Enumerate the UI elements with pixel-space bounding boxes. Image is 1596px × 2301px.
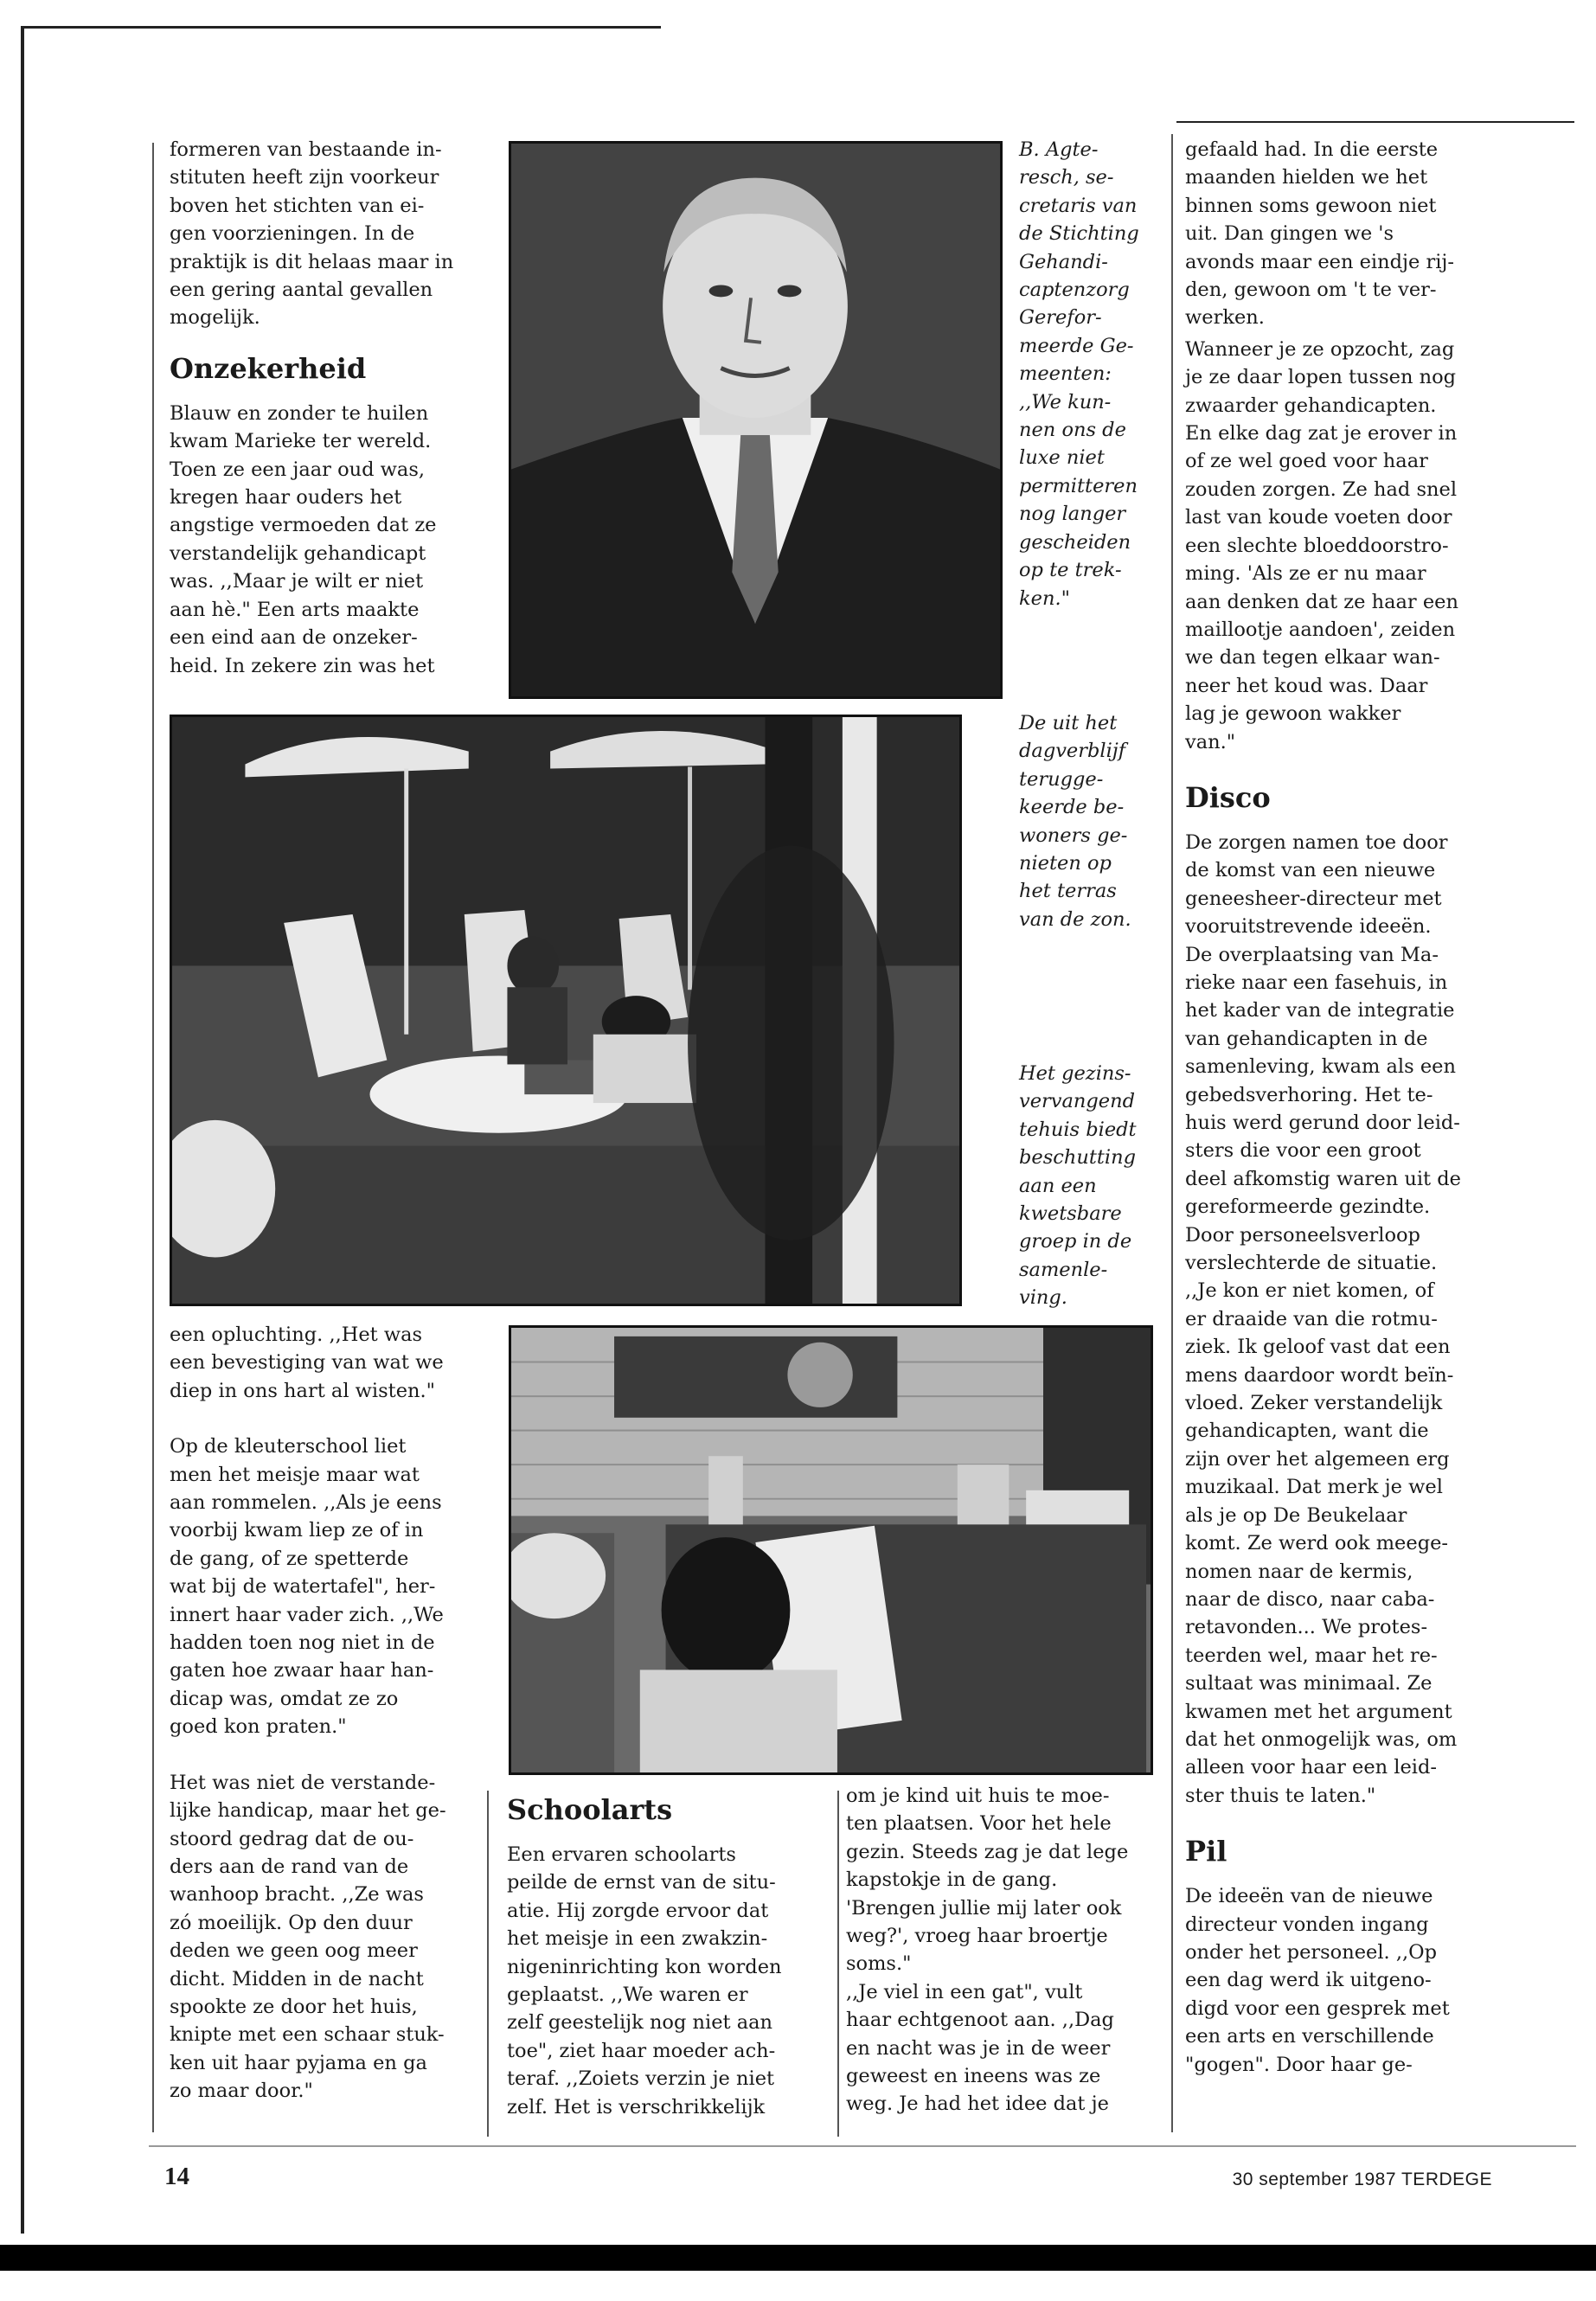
- paragraph-opzocht: Wanneer je ze opzocht, zag je ze daar lopen tussen nog zwaarder gehandicapten. En elke dag zat je erover in of ze wel goed voor haar zouden zorgen. Ze had snel last van koude voeten door een slechte bloeddoorstro- ming. 'Als ze er nu maar aan denken dat ze haar een maillootje aandoen', zeiden we dan tegen elkaar wan- neer het koud was. Daar lag je gewoon wakker van.": [1185, 337, 1458, 753]
- heading-onzekerheid: Onzekerheid: [170, 351, 367, 385]
- paragraph-gefaald: gefaald had. In die eerste maanden hielden we het binnen soms gewoon niet uit. Dan gingen we 's avonds maar een eindje rij- den, gewoon om 't te ver- werken.: [1185, 138, 1454, 330]
- paragraph-disco: De zorgen namen toe door de komst van een nieuwe geneesheer-directeur met vooruitstrevende ideeën. De overplaatsing van Ma- rieke naar een fasehuis, in het kader van de integratie van gehandicapten in de samenleving, kwam als een gebedsverhoring. Het te- huis werd gerund door leid- sters die voor een groot deel afkomstig waren uit de gereformeerde gezindte. Door personeelsverloop verslechterde de situatie. ,,Je kon er niet komen, of er draaide van die rotmu- ziek. Ik geloof vast dat een mens daardoor wordt beïn- vloed. Zeker verstandelijk gehandicapten, want die zijn over het algemeen erg muzikaal. Dat merk je wel als je op De Beukelaar komt. Ze werd ook meege- nomen naar de kermis, naar de disco, naar caba- retavonden... We protes- teerden wel, maar het re- sultaat was minimaal. Ze kwamen met het argument dat het onmogelijk was, om alleen voor haar een leid- ster thuis te laten.": [1185, 830, 1461, 1807]
- livingroom-photo: [509, 1325, 1153, 1775]
- paragraph-schoolarts: Een ervaren schoolarts peilde de ernst van de situ- atie. Hij zorgde ervoor dat het meisje in een zwakzin- nigeninrichting kon worden geplaatst. ,,We waren er zelf geestelijk nog niet aan toe", ziet haar moeder ach- teraf. ,,Zoiets verzin je niet zelf. Het is verschrikkelijk: [507, 1843, 782, 2118]
- portrait-photo: [509, 141, 1003, 699]
- column-3-lower: [846, 1782, 1157, 2118]
- column-1-lower: [170, 1321, 464, 2106]
- caption-livingroom: Het gezins- vervangend tehuis biedt beschutting aan een kwetsbare groep in de samenle- ving.: [1019, 1062, 1137, 1310]
- caption-terrace: De uit het dagverblijf terugge- keerde be- woners ge- nieten op het terras van de zon.: [1019, 712, 1131, 931]
- col-divider-1: [152, 143, 154, 2132]
- heading-pil: Pil: [1185, 1835, 1227, 1868]
- portrait-illustration: [511, 144, 1000, 696]
- column-rule-left: [149, 2145, 1576, 2147]
- intro-paragraph: formeren van bestaande in- stituten heeft zijn voorkeur boven het stichten van ei- gen voorzieningen. In de praktijk is dit helaas maar in een gering aantal gevallen mogelijk.: [170, 138, 454, 330]
- scan-bottom-band: [0, 2245, 1596, 2271]
- terrace-photo: [170, 715, 962, 1306]
- col-divider-3: [837, 1791, 839, 2137]
- heading-disco: Disco: [1185, 780, 1271, 814]
- paragraph-kind-uit-huis: om je kind uit huis te moe- ten plaatsen. Voor het hele gezin. Steeds zag je dat lege kapstokje in de gang. 'Brengen jullie mij later ook weg?', vroeg haar broertje soms." ,,Je viel in een gat", vult haar echtgenoot aan. ,,Dag en nacht was je in de weer geweest en ineens was ze weg. Je had het idee dat je: [846, 1785, 1129, 2116]
- paragraph-onzekerheid: Blauw en zonder te huilen kwam Marieke ter wereld. Toen ze een jaar oud was, kregen haar ouders het angstige vermoeden dat ze verstandelijk gehandicapt was. ,,Maar je wilt er niet aan hè." Een arts maakte een eind aan de onzeker- heid. In zekere zin was het: [170, 401, 437, 677]
- heading-schoolarts: Schoolarts: [507, 1793, 673, 1826]
- column-rule-top: [1176, 121, 1574, 123]
- col-divider-4: [1171, 134, 1173, 2132]
- livingroom-illustration: [511, 1328, 1151, 1772]
- footer-date: 30 september 1987 TERDEGE: [1232, 2170, 1492, 2189]
- page-number: 14: [164, 2163, 189, 2190]
- paragraph-opluchting: een opluchting. ,,Het was een bevestiging van wat we diep in ons hart al wisten.": [170, 1324, 444, 1402]
- paragraph-kleuterschool: Op de kleuterschool liet men het meisje maar wat aan rommelen. ,,Als je eens voorbij kwam liep ze of in de gang, of ze spetterde wat bij de watertafel", her- innert haar vader zich. ,,We hadden toen nog niet in de gaten hoe zwaar haar han- dicap was, omdat ze zo goed kon praten.": [170, 1435, 444, 1739]
- left-frame-rule: [21, 26, 24, 2234]
- caption-portrait: B. Agte- resch, se- cretaris van de Stichting Gehandi- captenzorg Gerefor- meerde Ge- meenten: ,,We kun- nen ons de luxe niet permitteren nog langer gescheiden op te trek- ken.": [1019, 138, 1139, 610]
- column-2-lower: [507, 1789, 818, 2121]
- paragraph-gedrag: Het was niet de verstande- lijke handicap, maar het ge- stoord gedrag dat de ou- ders aan de rand van de wanhoop bracht. ,,Ze was zó moeilijk. Op den duur deden we geen oog meer dicht. Midden in de nacht spookte ze door het huis, knipte met een schaar stuk- ken uit haar pyjama en ga zo maar door.": [170, 1771, 446, 2103]
- column-1-upper: [170, 136, 464, 680]
- column-4: [1185, 136, 1488, 2079]
- col-divider-2: [487, 1791, 489, 2137]
- terrace-illustration: [172, 717, 959, 1304]
- top-frame-rule: [21, 26, 661, 29]
- paragraph-pil: De ideeën van de nieuwe directeur vonden ingang onder het personeel. ,,Op een dag werd ik uitgeno- digd voor een gesprek met een arts en verschillende "gogen". Door haar ge-: [1185, 1885, 1450, 2076]
